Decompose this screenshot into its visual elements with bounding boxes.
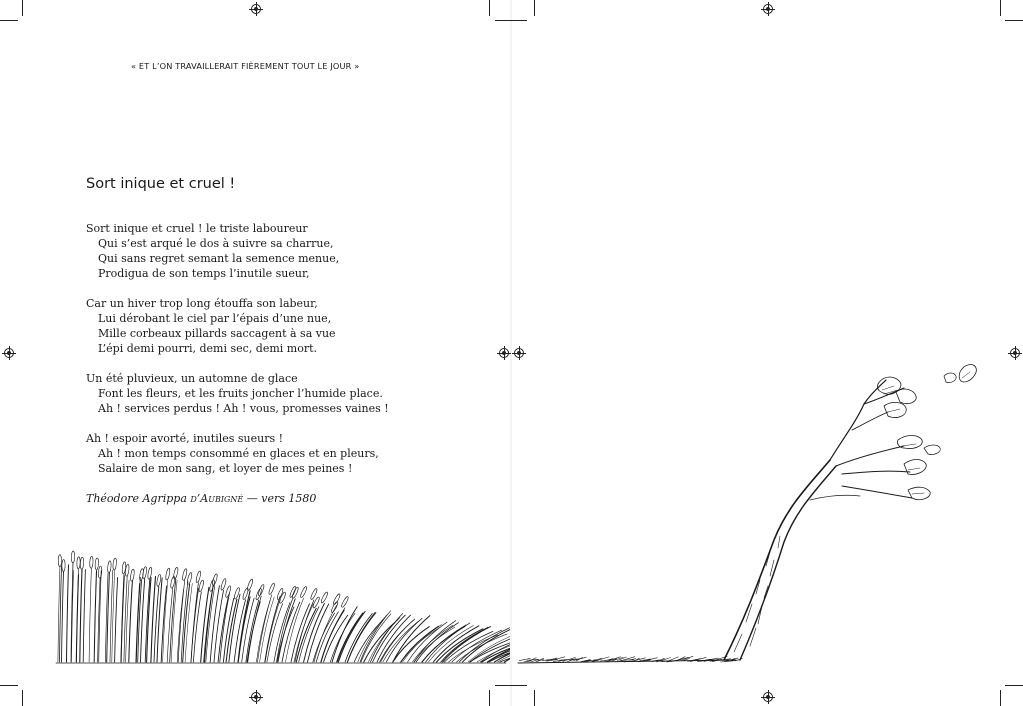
crop-mark	[489, 0, 490, 16]
crop-mark	[495, 685, 527, 686]
crop-mark	[22, 0, 23, 16]
running-head: « ET L’ON TRAVAILLERAIT FIÈREMENT TOUT LE JOUR »	[131, 61, 360, 71]
poem-title: Sort inique et cruel !	[86, 176, 236, 192]
right-page	[512, 0, 1023, 706]
crop-mark	[0, 20, 18, 21]
crop-mark	[22, 690, 23, 706]
crop-mark	[0, 685, 18, 686]
windswept-tree-illustration	[512, 0, 1023, 706]
crop-mark	[1005, 20, 1023, 21]
author-given-name: Théodore Agrippa	[86, 492, 191, 505]
registration-mark	[251, 4, 261, 14]
registration-mark	[499, 348, 509, 358]
verse-line: Qui s’est arqué le dos à suivre sa charrue,	[98, 237, 334, 250]
registration-mark	[514, 348, 524, 358]
registration-mark	[251, 692, 261, 702]
crop-mark	[489, 690, 490, 706]
crop-mark	[534, 0, 535, 16]
crop-mark	[534, 690, 535, 706]
crop-mark	[1000, 0, 1001, 16]
author-family-name: d’Aubigné	[190, 492, 244, 505]
registration-mark	[763, 692, 773, 702]
verse-line: Prodigua de son temps l’inutile sueur,	[98, 267, 310, 280]
verse-line: Sort inique et cruel ! le triste laboureur	[86, 222, 308, 235]
crop-mark	[1005, 685, 1023, 686]
registration-mark	[1010, 348, 1020, 358]
crop-mark	[1000, 690, 1001, 706]
verse-line: Mille corbeaux pillards saccagent à sa vue	[98, 327, 336, 340]
verse-line: Ah ! espoir avorté, inutiles sueurs !	[86, 432, 284, 445]
verse-line: L’épi demi pourri, demi sec, demi mort.	[98, 342, 318, 355]
verse-line: Lui dérobant le ciel par l’épais d’une nue,	[98, 312, 332, 325]
verse-line: Car un hiver trop long étouffa son labeur,	[86, 297, 318, 310]
wheat-field-illustration	[0, 0, 511, 706]
verse-line: Font les fleurs, et les fruits joncher l’humide place.	[98, 387, 383, 400]
verse-line: Ah ! mon temps consommé en glaces et en pleurs,	[98, 447, 379, 460]
left-page	[0, 0, 511, 706]
verse-line: Ah ! services perdus ! Ah ! vous, promesses vaines !	[98, 402, 389, 415]
poem-date: — vers 1580	[243, 492, 317, 505]
verse-line: Qui sans regret semant la semence menue,	[98, 252, 340, 265]
verse-line: Salaire de mon sang, et loyer de mes peines !	[98, 462, 353, 475]
verse-line: Un été pluvieux, un automne de glace	[86, 372, 298, 385]
registration-mark	[4, 348, 14, 358]
crop-mark	[495, 20, 527, 21]
registration-mark	[763, 4, 773, 14]
